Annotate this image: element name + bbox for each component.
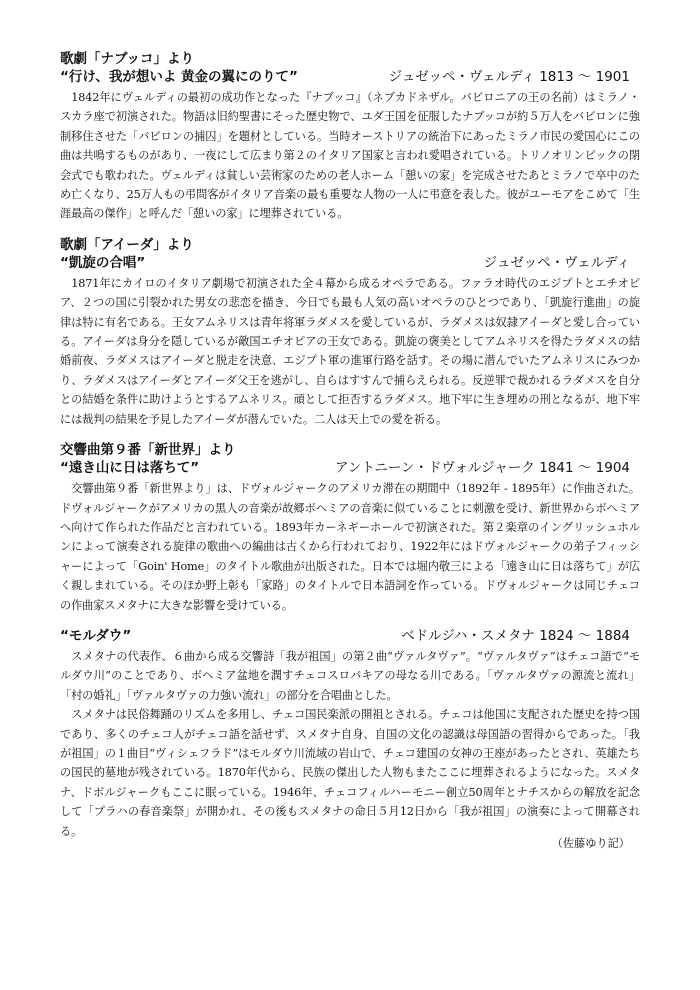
section-moldau <box>60 627 640 841</box>
title-row <box>60 254 640 273</box>
author-credit: （佐藤ゆり記） <box>551 837 630 850</box>
title-row <box>60 459 640 478</box>
title-row <box>60 627 640 646</box>
composer-name: アントニーン・ドヴォルジャーク 1841 〜 1904 <box>334 460 630 477</box>
description-paragraph: 1871年にカイロのイタリア劇場で初演された全４幕から成るオペラである。ファラオ時代のエジプトとエチオピア、２つの国に引裂かれた男女の悲恋を描き、今日でも最も人気の高いオペラのひとつであり、「凱旋行進曲」の旋律は特に有名である。王女アムネリスは青年将軍ラダメスを愛しているが、ラダメスは奴隷アイーダと愛し合っている。アイーダは身分を隠しているが敵国エチオピアの王女である。凱旋の褒美としてアムネリスを得たラダメスの結婚前夜、ラダメスはアイーダと脱走を決意、エジプト軍の進軍行路を話す。その場に潜んでいたアムネリスにみつかり、ラダメスはアイーダとアイーダ父王を逃がし、自らはすすんで捕らえられる。反逆罪で裁かれるラダメスを自分との結婚を条件に助けようとするアムネリス。頑として拒否するラダメス。地下牢に生き埋めの刑となるが、地下牢には裁判の結果を予見したアイーダが潜んでいた。二人は天上での愛を祈る。 <box>60 276 640 426</box>
section-new-world <box>60 441 640 615</box>
piece-title: “遠き山に日は落ちて” <box>60 460 200 477</box>
description-paragraph: スメタナは民俗舞踊のリズムを多用し、チェコ国民楽派の開祖とされる。チェコは他国に支配された歴史を持つ国であり、多くのチェコ人がチェコ語を話せず、スメタナ自身、自国の文化の認識は母国語の習得からであった。「我が祖国」の１曲目“ヴィシェフラド”はモルダウ川流域の岩山で、チェコ建国の女神の王座があったとされ、英雄たちの国民的墓地が残されている。1870年代から、民族の傑出した人物もまたここに埋葬されるようになった。スメタナ、ドボルジャークもここに眠っている。1946年、チェコフィルハーモニー創立50周年とナチスからの解放を記念して「プラハの春音楽祭」が開かれ、その後もスメタナの命日５月12日から「我が祖国」の演奏によって開幕される。 <box>60 708 640 838</box>
section-nabucco <box>60 50 640 224</box>
piece-title: “行け、我が想いよ 黄金の翼にのりて” <box>60 69 298 85</box>
section-heading: 歌劇「アイーダ」より <box>60 236 194 253</box>
description-paragraph: スメタナの代表作、６曲から成る交響詩「我が祖国」の第２曲“ヴァルタヴァ”。“ヴァルタヴァ”はチェコ語で“モルダウ川”のことであり、ボヘミア盆地を潤すチェコスロバキアの母なる川である。「ヴァルタヴァの源流と流れ」「村の婚礼」「ヴァルタヴァの力強い流れ」の部分を合唱曲とした。 <box>60 649 640 702</box>
composer-name: ベドルジハ・スメタナ 1824 〜 1884 <box>401 627 630 644</box>
composer-name: ジュゼッペ・ヴェルディ <box>483 254 630 271</box>
section-aida <box>60 236 640 429</box>
piece-title: “凱旋の合唱” <box>60 254 146 271</box>
composer-name: ジュゼッペ・ヴェルディ 1813 〜 1901 <box>388 69 630 85</box>
title-row <box>60 68 640 87</box>
section-heading: 交響曲第９番「新世界」より <box>60 442 236 459</box>
description-paragraph: 交響曲第９番「新世界より」は、ドヴォルジャークのアメリカ滞在の期間中（1892年 - 1895年）に作曲された。ドヴォルジャークがアメリカの黒人の音楽が故郷ボヘミアの音楽に似ていることに刺激を受け、新世界からボヘミアへ向けて作られた作品だと言われている。1893年カーネギーホールで初演された。第２楽章のイングリッシュホルンによって演奏される旋律の歌曲への編曲は古くから行われており、1922年にはドヴォルジャークの弟子フィッシャーによって「Goin' Home」のタイトル歌曲が出版された。日本では堀内敬三による「遠き山に日は落ちて」が広く親しまれている。そのほか野上彰も「家路」のタイトルで日本語詞を作っている。ドヴォルジャークは同じチェコの作曲家スメタナに大きな影響を受けている。 <box>60 482 640 612</box>
section-heading: 歌劇「ナブッコ」より <box>60 51 195 67</box>
piece-title: “モルダウ” <box>60 627 132 644</box>
description-paragraph: 1842年にヴェルディの最初の成功作となった『ナブッコ』（ネブカドネザル。バビロニアの王の名前）はミラノ・スカラ座で初演された。物語は旧約聖書にそった歴史物で、ユダ王国を征服したナブッコが約５万人をバビロンに強制移住させた「バビロンの捕囚」を題材としている。当時オーストリアの統治下にあったミラノ市民の愛国心にこの曲は共鳴するものがあり、一夜にして広まり第２のイタリア国家と言われ愛唱されている。トリノオリンピックの閉会式でも歌われた。ヴェルディは貧しい芸術家のための老人ホーム「憩いの家」を完成させたあとミラノで卒中のため亡くなり、25万人もの弔問客がイタリア音楽の最も重要な人物の一人に弔意を表した。彼がユーモアをこめて「生涯最高の傑作」と呼んだ「憩いの家」に埋葬されている。 <box>60 91 640 221</box>
